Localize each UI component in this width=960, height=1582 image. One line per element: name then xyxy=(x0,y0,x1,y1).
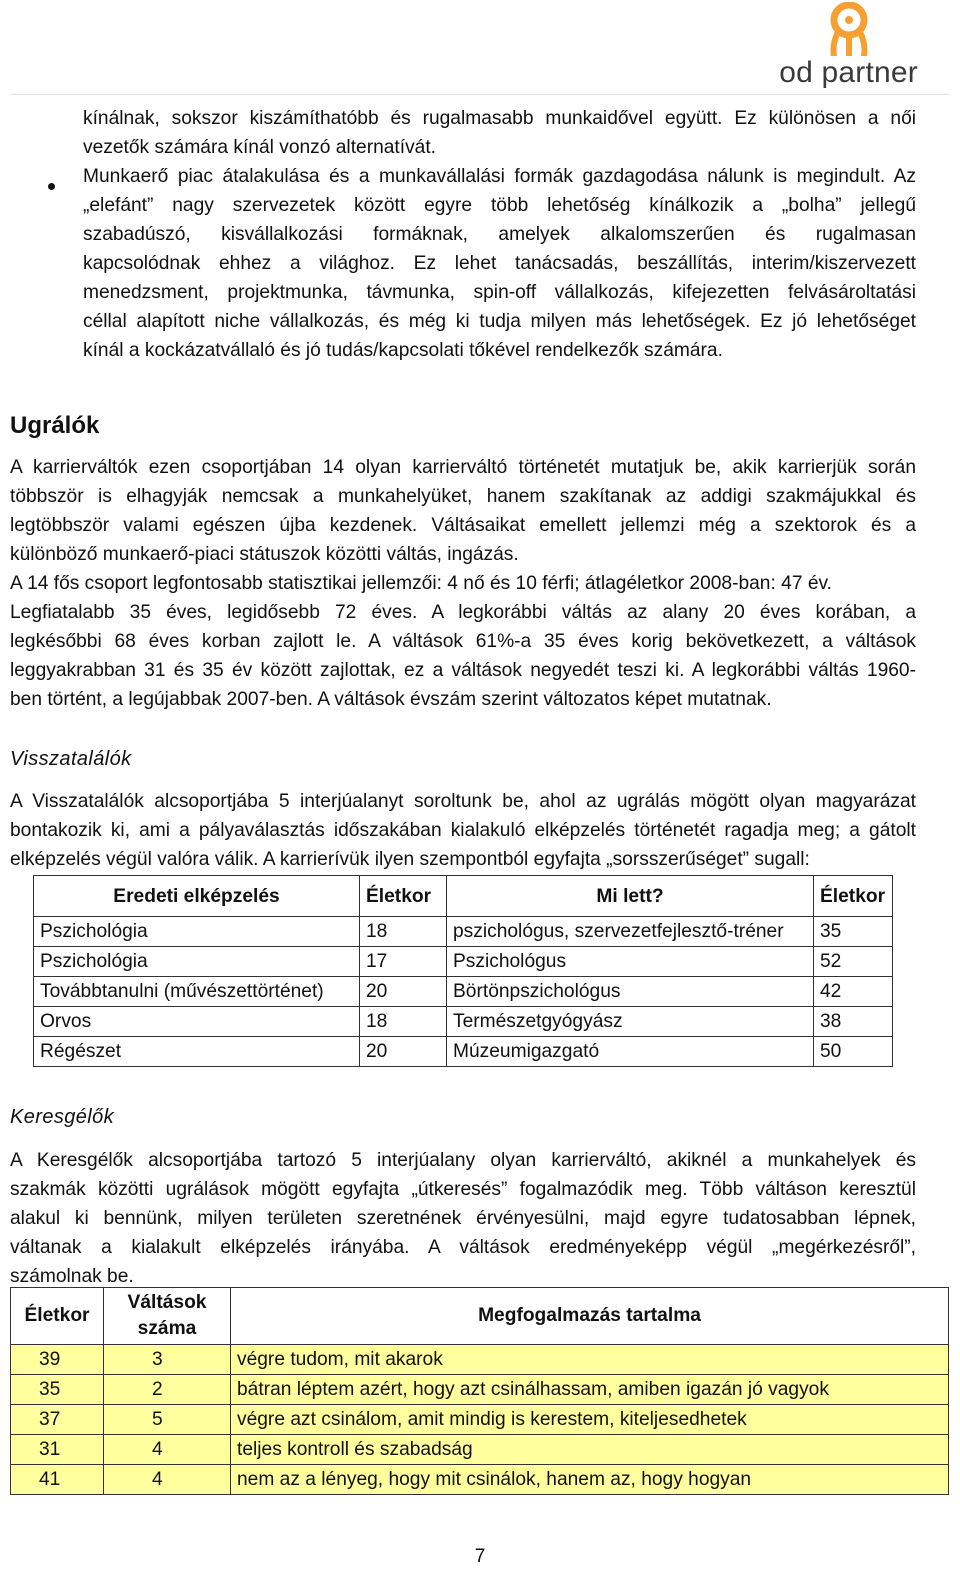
logo-text: od partner xyxy=(779,56,918,89)
text-line: legtöbbször valami egészen újba kezdenek. Váltásaikat emellett jellemzi még a szektorok és a xyxy=(10,515,916,536)
table-row xyxy=(34,977,893,1007)
text-line: különböző munkaerő-piaci státuszok közötti váltás, ingázás. xyxy=(10,544,519,565)
table-cell: teljes kontroll és szabadság xyxy=(231,1435,949,1465)
table-cell: 4 xyxy=(104,1435,231,1465)
table-row xyxy=(34,917,893,947)
text-line: számolnak be. xyxy=(10,1266,134,1287)
text-line: váltanak a kialakult elképzelés irányába. A váltások eredményeképp végül „megérkezésről”, xyxy=(10,1237,916,1258)
table-cell: Pszichológia xyxy=(34,917,360,947)
visszatalalok-paragraph xyxy=(10,787,916,874)
table-cell: 20 xyxy=(360,977,447,1007)
column-header: Váltások száma xyxy=(104,1288,231,1345)
subsection-title-visszatalalok: Visszatalálók xyxy=(10,748,132,770)
bullet-icon xyxy=(48,183,55,190)
table-cell: 35 xyxy=(814,917,893,947)
text-line: A Keresgélők alcsoportjába tartozó 5 interjúalany olyan karrierváltó, akiknél a munkahelyek és xyxy=(10,1150,916,1171)
table-cell: 17 xyxy=(360,947,447,977)
table-cell: Pszichológia xyxy=(34,947,360,977)
column-header: Életkor xyxy=(11,1288,104,1345)
table-cell: 18 xyxy=(360,917,447,947)
table-row xyxy=(34,1037,893,1067)
table-cell: 20 xyxy=(360,1037,447,1067)
text-line: kínál a kockázatvállaló és jó tudás/kapcsolati tőkével rendelkezők számára. xyxy=(83,340,723,361)
table-cell: végre azt csinálom, amit mindig is kerestem, kiteljesedhetek xyxy=(231,1405,949,1435)
header-divider xyxy=(10,94,950,95)
table-cell: 31 xyxy=(11,1435,104,1465)
table-cell: Régészet xyxy=(34,1037,360,1067)
text-line: ben történt, a legújabbak 2007-ben. A váltások évszám szerint változatos képet mutatnak. xyxy=(10,689,772,710)
text-line: többször is elhagyják nemcsak a munkahelyüket, hanem szakítanak az addigi szakmájukkal és xyxy=(10,486,916,507)
table-row xyxy=(11,1435,949,1465)
keresgelok-paragraph xyxy=(10,1146,916,1291)
text-line: vezetők számára kínál vonzó alternatívát. xyxy=(83,137,437,158)
text-line: A karrierváltók ezen csoportjában 14 olyan karrierváltó történetét mutatjuk be, akik karrierjük során xyxy=(10,457,916,478)
table-header-row xyxy=(11,1288,949,1345)
od-partner-logo-icon xyxy=(820,2,878,56)
table-cell: 52 xyxy=(814,947,893,977)
table-cell: 37 xyxy=(11,1405,104,1435)
table-cell: 2 xyxy=(104,1375,231,1405)
column-header: Megfogalmazás tartalma xyxy=(231,1288,949,1345)
text-line: bontakozik ki, ami a pályaválasztás időszakában kialakuló elképzelés történetét ragadja meg; a gátolt xyxy=(10,820,916,841)
table-cell: 3 xyxy=(104,1345,231,1375)
text-line: A Visszatalálók alcsoportjába 5 interjúalanyt soroltunk be, ahol az ugrálás mögött olyan magyarázat xyxy=(10,791,916,812)
bullet-list xyxy=(83,104,916,365)
table-cell: 5 xyxy=(104,1405,231,1435)
keresgelok-table xyxy=(10,1287,949,1495)
text-line: menedzsment, projektmunka, távmunka, spin-off vállalkozás, kifejezetten felvásároltatási xyxy=(83,282,916,303)
table-cell: Börtönpszichológus xyxy=(447,977,814,1007)
table-cell: Továbbtanulni (művészettörténet) xyxy=(34,977,360,1007)
text-line: legkésőbbi 68 éves korban zajlott le. A váltások 61%-a 35 éves korig bekövetkezett, a váltások xyxy=(10,631,916,652)
text-line: elképzelés végül valóra válik. A karrierívük ilyen szempontból egyfajta „sorsszerűséget” sugall: xyxy=(10,849,810,870)
table-row xyxy=(11,1405,949,1435)
table-cell: pszichológus, szervezetfejlesztő-tréner xyxy=(447,917,814,947)
table-cell: 18 xyxy=(360,1007,447,1037)
page-header xyxy=(0,0,960,95)
table-row xyxy=(11,1345,949,1375)
table-cell: 42 xyxy=(814,977,893,1007)
table-cell: 50 xyxy=(814,1037,893,1067)
text-line: Munkaerő piac átalakulása és a munkavállalási formák gazdagodása nálunk is megindult. Az xyxy=(83,166,916,187)
table-cell: 39 xyxy=(11,1345,104,1375)
column-header: Eredeti elképzelés xyxy=(34,876,360,917)
table-cell: Múzeumigazgató xyxy=(447,1037,814,1067)
table-cell: Orvos xyxy=(34,1007,360,1037)
table-row xyxy=(34,947,893,977)
visszatalalok-table xyxy=(33,875,893,1067)
table-cell: Pszichológus xyxy=(447,947,814,977)
text-line: Legfiatalabb 35 éves, legidősebb 72 éves. A legkorábbi váltás az alany 20 éves korában, a xyxy=(10,602,916,623)
table-row xyxy=(34,1007,893,1037)
table-row xyxy=(11,1465,949,1495)
text-line: A 14 fős csoport legfontosabb statisztikai jellemzői: 4 nő és 10 férfi; átlagéletkor 2008-ban: 47 év. xyxy=(10,573,832,594)
table-cell: 38 xyxy=(814,1007,893,1037)
column-header: Életkor xyxy=(360,876,447,917)
text-line: szakmák közötti ugrálások mögött egyfajta „útkeresés” fogalmazódik meg. Több váltáson keresztül xyxy=(10,1179,916,1200)
table-cell: nem az a lényeg, hogy mit csinálok, hanem az, hogy hogyan xyxy=(231,1465,949,1495)
table-row xyxy=(11,1375,949,1405)
column-header: Mi lett? xyxy=(447,876,814,917)
page-number: 7 xyxy=(474,1546,486,1567)
logo xyxy=(768,0,918,95)
text-line: céllal alapított niche vállalkozás, és még ki tudja milyen más lehetőségek. Ez jó lehetőséget xyxy=(83,311,916,332)
text-line: kínálnak, sokszor kiszámíthatóbb és rugalmasabb munkaidővel együtt. Ez különösen a női xyxy=(83,108,916,129)
subsection-title-keresgelok: Keresgélők xyxy=(10,1106,115,1128)
text-line: „elefánt” nagy szervezetek között egyre több lehetőség kínálkozik a „bolha” jellegű xyxy=(83,195,916,216)
text-line: alakul ki bennünk, milyen területen szeretnének érvényesülni, majd egyre tudatosabban lépnek, xyxy=(10,1208,916,1229)
section-title: Ugrálók xyxy=(10,412,100,439)
table-header-row xyxy=(34,876,893,917)
column-header: Életkor xyxy=(814,876,893,917)
table-cell: 35 xyxy=(11,1375,104,1405)
text-line: leggyakrabban 31 és 35 év között zajlottak, ez a váltások negyedét teszi ki. A legkorábbi váltás 1960- xyxy=(10,660,916,681)
table-cell: bátran léptem azért, hogy azt csinálhassam, amiben igazán jó vagyok xyxy=(231,1375,949,1405)
table-cell: 4 xyxy=(104,1465,231,1495)
table-cell: 41 xyxy=(11,1465,104,1495)
table-cell: végre tudom, mit akarok xyxy=(231,1345,949,1375)
table-cell: Természetgyógyász xyxy=(447,1007,814,1037)
text-line: szabadúszó, kisvállalkozási formáknak, amelyek alkalomszerűen és rugalmasan xyxy=(83,224,916,245)
section-paragraph-1 xyxy=(10,453,916,714)
text-line: kapcsolódnak ehhez a világhoz. Ez lehet tanácsadás, beszállítás, interim/kiszervezett xyxy=(83,253,916,274)
